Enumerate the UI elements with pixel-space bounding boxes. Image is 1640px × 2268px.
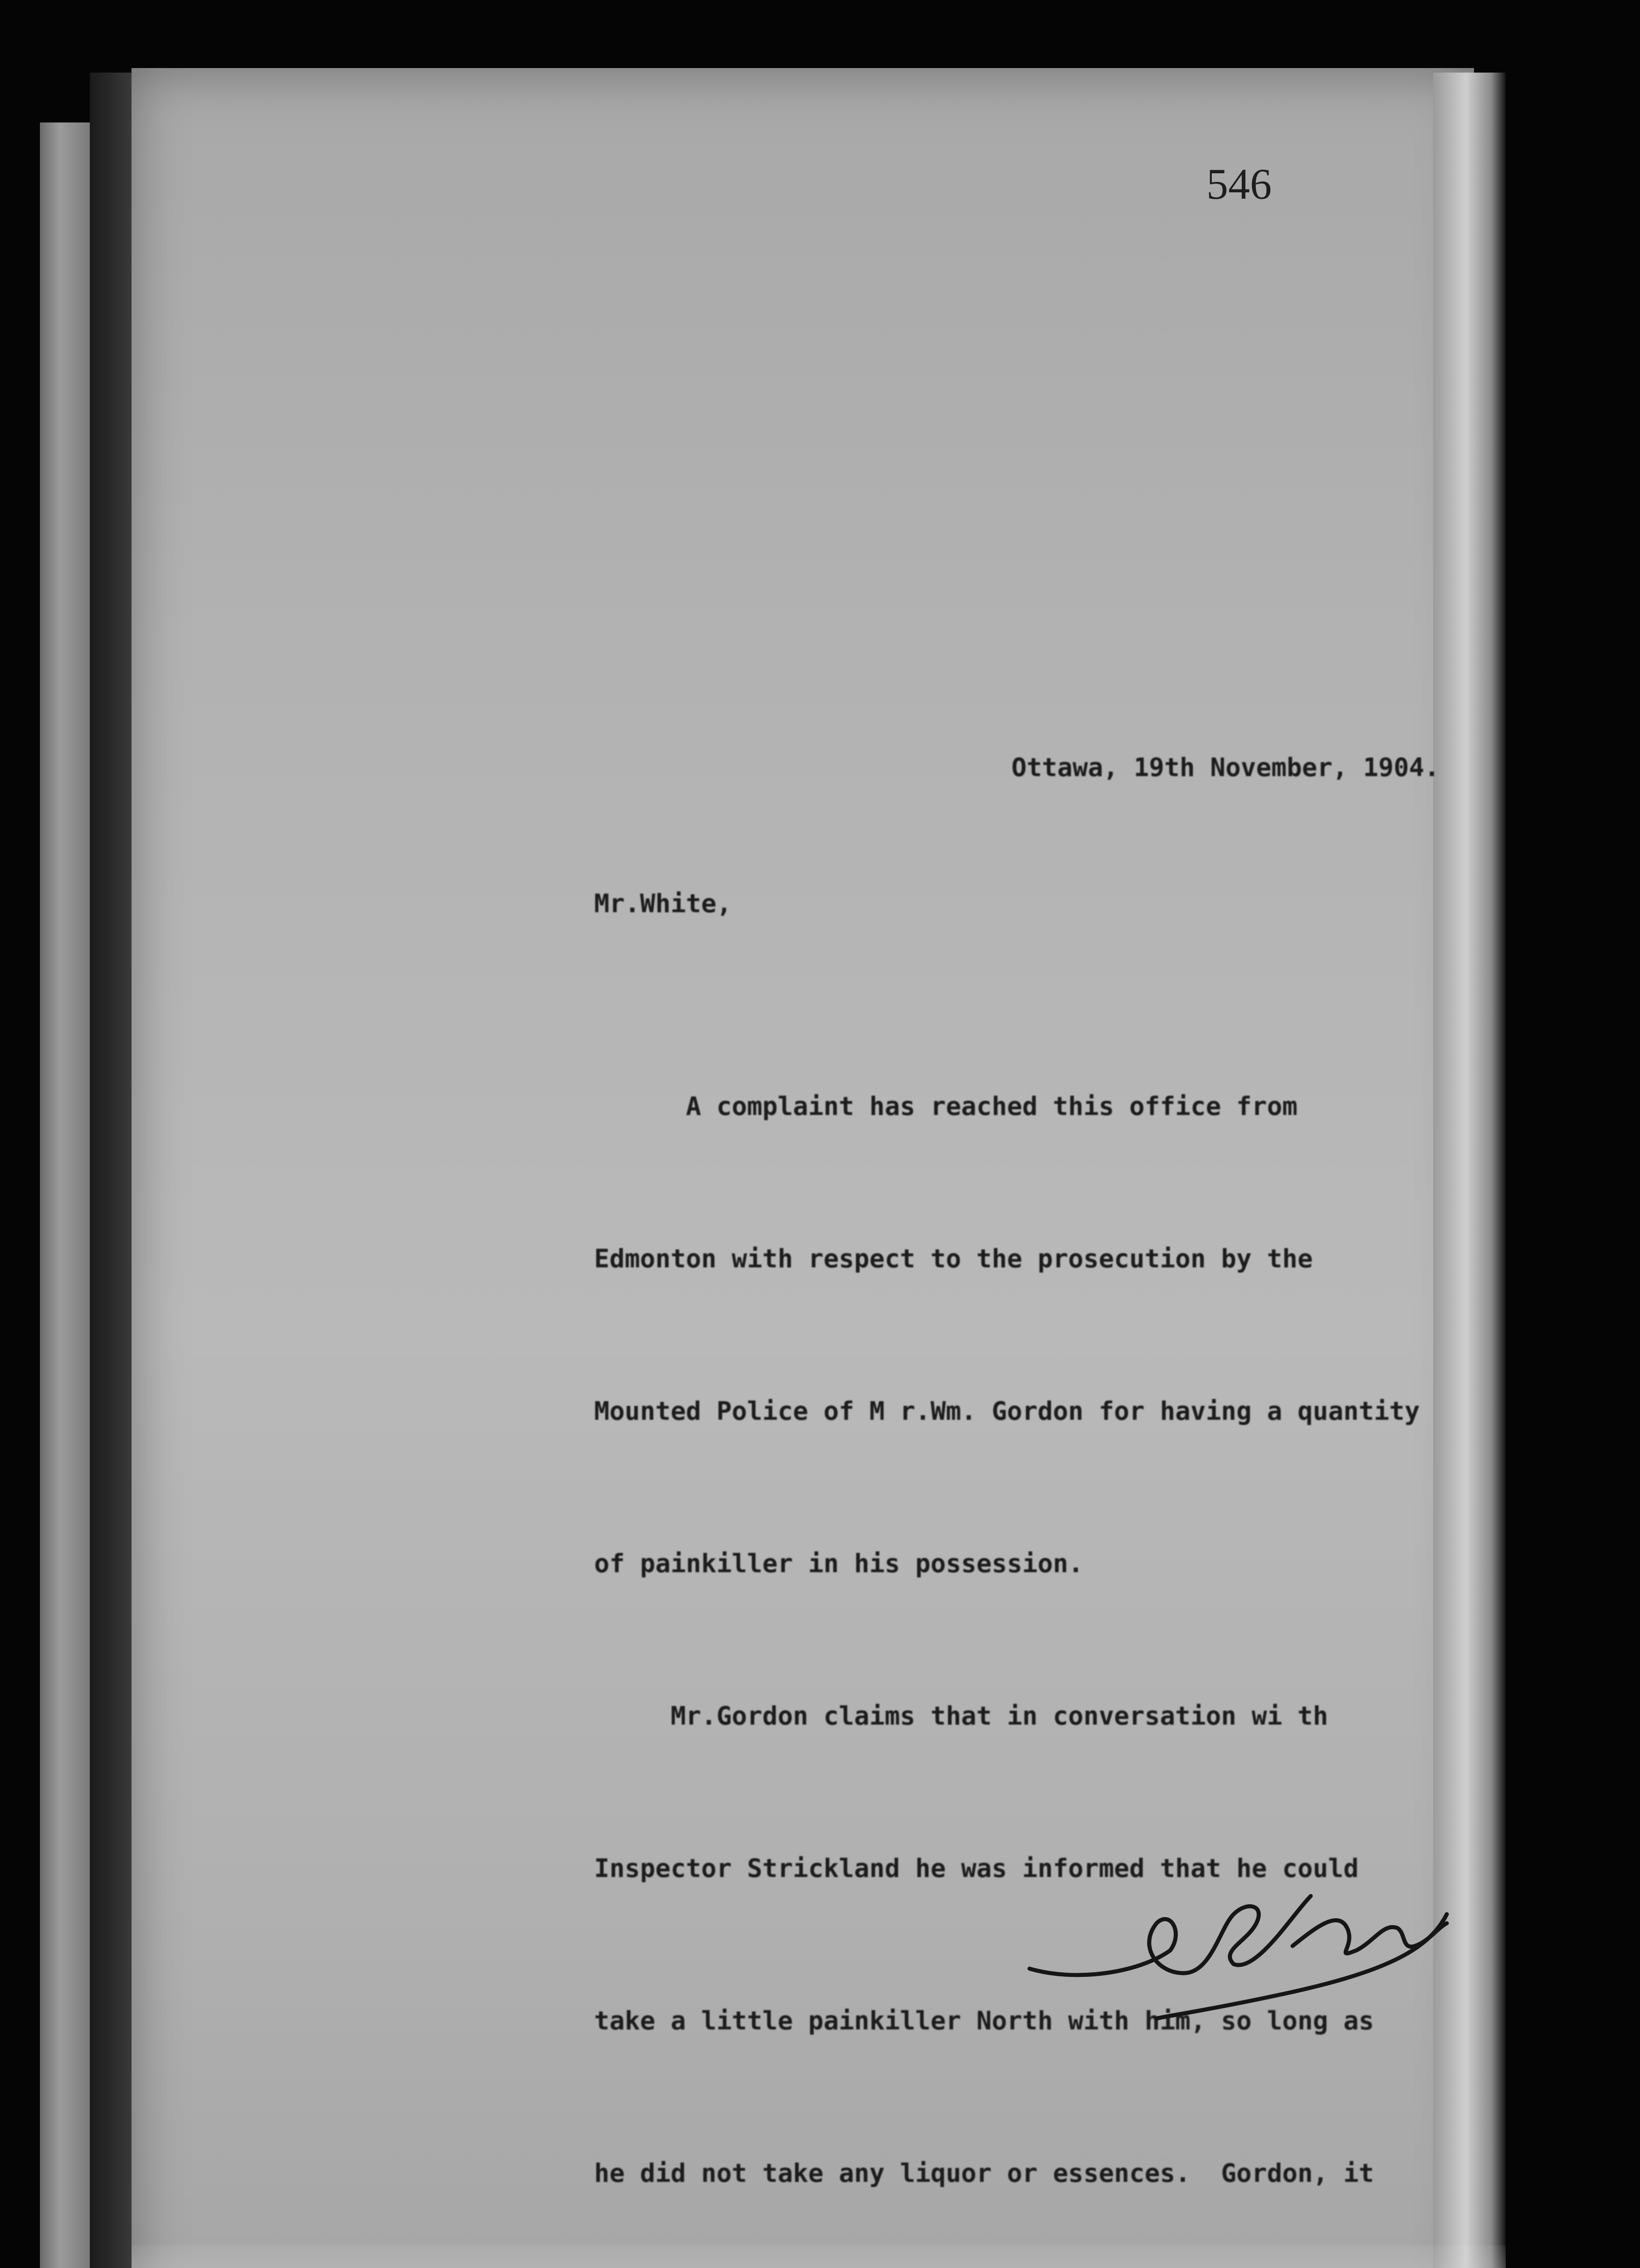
body-line: Edmonton with respect to the prosecution by the: [594, 1244, 1313, 1274]
page-number: 546: [1206, 160, 1272, 208]
underlying-page-edge: [90, 73, 133, 2268]
body-line: take a little painkiller North with him, so long as: [594, 2006, 1374, 2036]
film-edge-strip: [40, 122, 90, 2268]
signature-stroke: [1030, 1896, 1447, 2019]
salutation: Mr.White,: [594, 889, 732, 919]
body-line: he did not take any liquor or essences. Gordon, it: [594, 2159, 1374, 2188]
body-line: of painkiller in his possession.: [594, 1549, 1084, 1579]
date-line: Ottawa, 19th November, 1904.: [1011, 753, 1440, 782]
body-line: Inspector Strickland he was informed that he could: [594, 1854, 1359, 1883]
signature: [1020, 1860, 1474, 2023]
letter-body: [594, 980, 1420, 2268]
body-line: A complaint has reached this office from: [594, 1092, 1298, 1121]
body-line: Mounted Police of M r.Wm. Gordon for having a quantity: [594, 1397, 1420, 1426]
body-line: Mr.Gordon claims that in conversation wi th: [594, 1701, 1328, 1731]
